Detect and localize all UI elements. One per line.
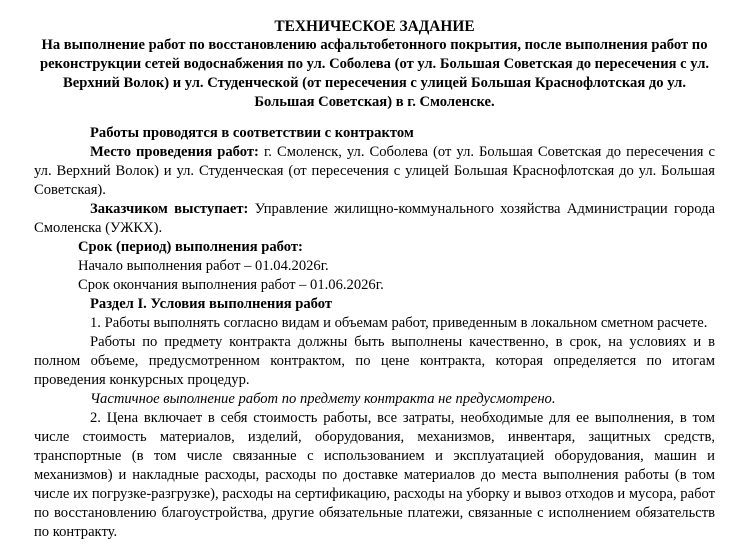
paragraph-1: 1. Работы выполнять согласно видам и объемам работ, приведенным в локальном сметном расчете. bbox=[90, 315, 708, 331]
period-label: Срок (период) выполнения работ: bbox=[78, 239, 303, 255]
end-date-line: Срок окончания выполнения работ – 01.06.2026г. bbox=[78, 277, 384, 293]
customer-text: Управление жилищно-коммунального хозяйства Администрации города Смоленска (УЖКХ). bbox=[34, 201, 715, 236]
customer-paragraph bbox=[34, 200, 715, 238]
paragraph-4: 2. Цена включает в себя стоимость работы, все затраты, необходимые для ее выполнения, в том числе стоимость материалов, изделий, оборудования, механизмов, инвентаря, защитных средств, транспортные (в том числе связанные с использованием и эксплуатацией оборудования, машин и механизмов) и накладные расходы, расходы по доставке материалов до места выполнения работы (в том числе их погрузке-разгрузке), расходы на сертификацию, расходы на уборку и вывоз отходов и мусора, работ по восстановлению благоустройства, другие обязательные платежи, связанные с исполнением обязательств по контракту. bbox=[34, 410, 715, 540]
start-date-line: Начало выполнения работ – 01.04.2026г. bbox=[78, 258, 329, 274]
place-label: Место проведения работ: bbox=[90, 144, 259, 160]
document-title: ТЕХНИЧЕСКОЕ ЗАДАНИЕ bbox=[274, 18, 475, 35]
paragraph-3: Частичное выполнение работ по предмету контракта не предусмотрено. bbox=[90, 391, 556, 407]
customer-label: Заказчиком выступает: bbox=[90, 201, 249, 217]
section-heading: Раздел I. Условия выполнения работ bbox=[90, 296, 333, 312]
place-text: г. Смоленск, ул. Соболева (от ул. Большая Советская до пересечения с ул. Верхний Волок) и ул. Студенческая (от пересечения с улицей Большая Краснофлотская до ул. Большая Советская). bbox=[34, 144, 715, 198]
place-paragraph bbox=[34, 143, 715, 200]
paragraph-2: Работы по предмету контракта должны быть выполнены качественно, в срок, на условиях и в полном объеме, предусмотренном контрактом, по цене контракта, которая определяется по итогам проведения конкурсных процедур. bbox=[34, 334, 715, 388]
document-subtitle: На выполнение работ по восстановлению асфальтобетонного покрытия, после выполнения работ по реконструкции сетей водоснабжения по ул. Соболева (от ул. Большая Советская до пересечения с ул. Верхний Волок) и ул. Студенческой (от пересечения с улицей Большая Краснофлотская до ул. Большая Советская) в г. Смоленске. bbox=[39, 37, 710, 110]
contract-line: Работы проводятся в соответствии с контрактом bbox=[90, 125, 414, 141]
